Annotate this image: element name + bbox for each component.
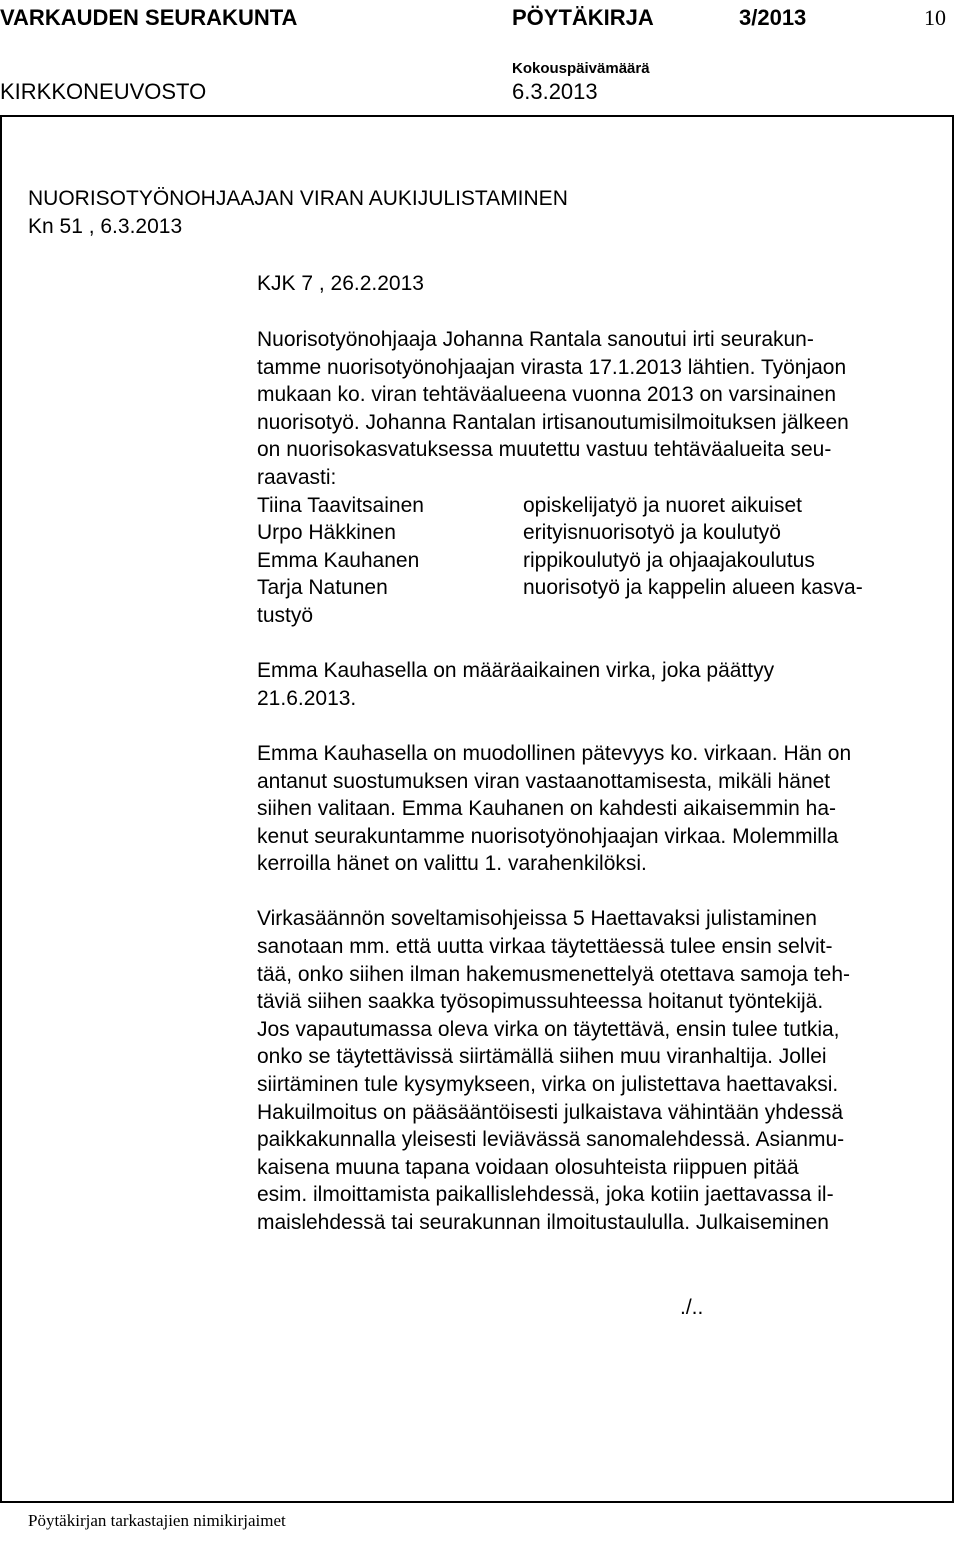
text-line: siihen valitaan. Emma Kauhanen on kahdesti aikaisemmin ha- [257,797,836,821]
assignment-duty: erityisnuorisotyö ja koulutyö [523,521,781,545]
body-name: KIRKKONEUVOSTO [0,79,207,104]
text-line: Virkasäännön soveltamisohjeissa 5 Haettavaksi julistaminen [257,907,817,931]
text-line: mukaan ko. viran tehtäväalueena vuonna 2013 on varsinainen [257,383,837,407]
text-line: Emma Kauhasella on määräaikainen virka, joka päättyy [257,659,775,683]
assignment-name: Urpo Häkkinen [257,521,396,545]
main-content [257,326,863,1237]
text-line: esim. ilmoittamista paikallislehdessä, joka kotiin jaettavassa il- [257,1183,834,1207]
reference-kjk: KJK 7 , 26.2.2013 [257,272,424,295]
paragraph-2 [257,657,851,712]
text-line: kaisena muuna tapana voidaan olosuhteista riippuen pitää [257,1155,799,1179]
assignment-name: Emma Kauhanen [257,548,420,572]
text-line: Jos vapautumassa oleva virka on täytettävä, ensin tulee tutkia, [257,1017,840,1041]
paragraph-3 [257,740,851,878]
text-line: kerroilla hänet on valittu 1. varahenkilöksi. [257,852,647,876]
text-line: antanut suostumuksen viran vastaanottamisesta, mikäli hänet [257,769,831,793]
continuation-mark: ./.. [680,1296,704,1319]
text-line: sanotaan mm. että uutta virkaa täytettäessä tulee ensin selvit- [257,935,833,959]
assignment-duty: nuorisotyö ja kappelin alueen kasva- [523,576,863,600]
assignment-row [257,547,851,575]
assignment-name: Tiina Taavitsainen [257,493,424,517]
reference-kn: Kn 51 , 6.3.2013 [28,215,183,238]
page-number: 10 [924,5,946,30]
section-title: NUORISOTYÖNOHJAAJAN VIRAN AUKIJULISTAMINEN [28,187,568,210]
text-line: kenut seurakuntamme nuorisotyönohjaajan virkaa. Molemmilla [257,824,839,848]
organization-name: VARKAUDEN SEURAKUNTA [0,5,298,30]
text-line: maislehdessä tai seurakunnan ilmoitustaululla. Julkaiseminen [257,1211,829,1234]
document-type: PÖYTÄKIRJA [512,5,654,30]
text-line: Nuorisotyönohjaaja Johanna Rantala sanoutui irti seurakun- [257,328,814,351]
assignment-row [257,574,863,602]
document-number: 3/2013 [739,5,807,30]
text-line: Hakuilmoitus on pääsääntöisesti julkaistava vähintään yhdessä [257,1100,844,1124]
text-line: Emma Kauhasella on muodollinen pätevyys ko. virkaan. Hän on [257,741,852,765]
text-line: paikkakunnalla yleisesti leviävässä sanomalehdessä. Asianmu- [257,1128,845,1152]
footer-initials-label: Pöytäkirjan tarkastajien nimikirjaimet [28,1511,286,1530]
text-line: tamme nuorisotyönohjaajan virasta 17.1.2013 lähtien. Työnjaon [257,355,847,379]
minutes-frame-left-edge [0,115,2,1503]
text-line: raavasti: [257,465,337,489]
text-line: onko se täytettävissä siirtämällä siihen muu viranhaltija. Jollei [257,1045,827,1069]
text-line: täviä siihen saakka työsopimussuhteessa hoitanut työntekijä. [257,990,824,1014]
text-line: siirtäminen tule kysymykseen, virka on julistettava haettavaksi. [257,1073,839,1097]
paragraph-4 [257,905,851,1236]
assignment-duty: rippikoulutyö ja ohjaajakoulutus [523,548,815,572]
assignment-row [257,519,851,547]
assignment-duty: opiskelijatyö ja nuoret aikuiset [523,493,802,517]
assignment-continuation: tustyö [257,603,314,627]
text-line: tää, onko siihen ilman hakemusmenettelyä otettava samoja teh- [257,962,850,986]
assignment-row [257,492,851,520]
paragraph-1 [257,326,851,492]
text-line: on nuorisokasvatuksessa muutettu vastuu tehtäväalueita seu- [257,438,832,462]
meeting-date: 6.3.2013 [512,79,598,104]
text-line: 21.6.2013. [257,686,357,710]
text-line: nuorisotyö. Johanna Rantalan irtisanoutumisilmoituksen jälkeen [257,410,849,434]
assignment-list [257,492,863,630]
assignment-name: Tarja Natunen [257,576,388,600]
meeting-date-label: Kokouspäivämäärä [512,60,650,77]
